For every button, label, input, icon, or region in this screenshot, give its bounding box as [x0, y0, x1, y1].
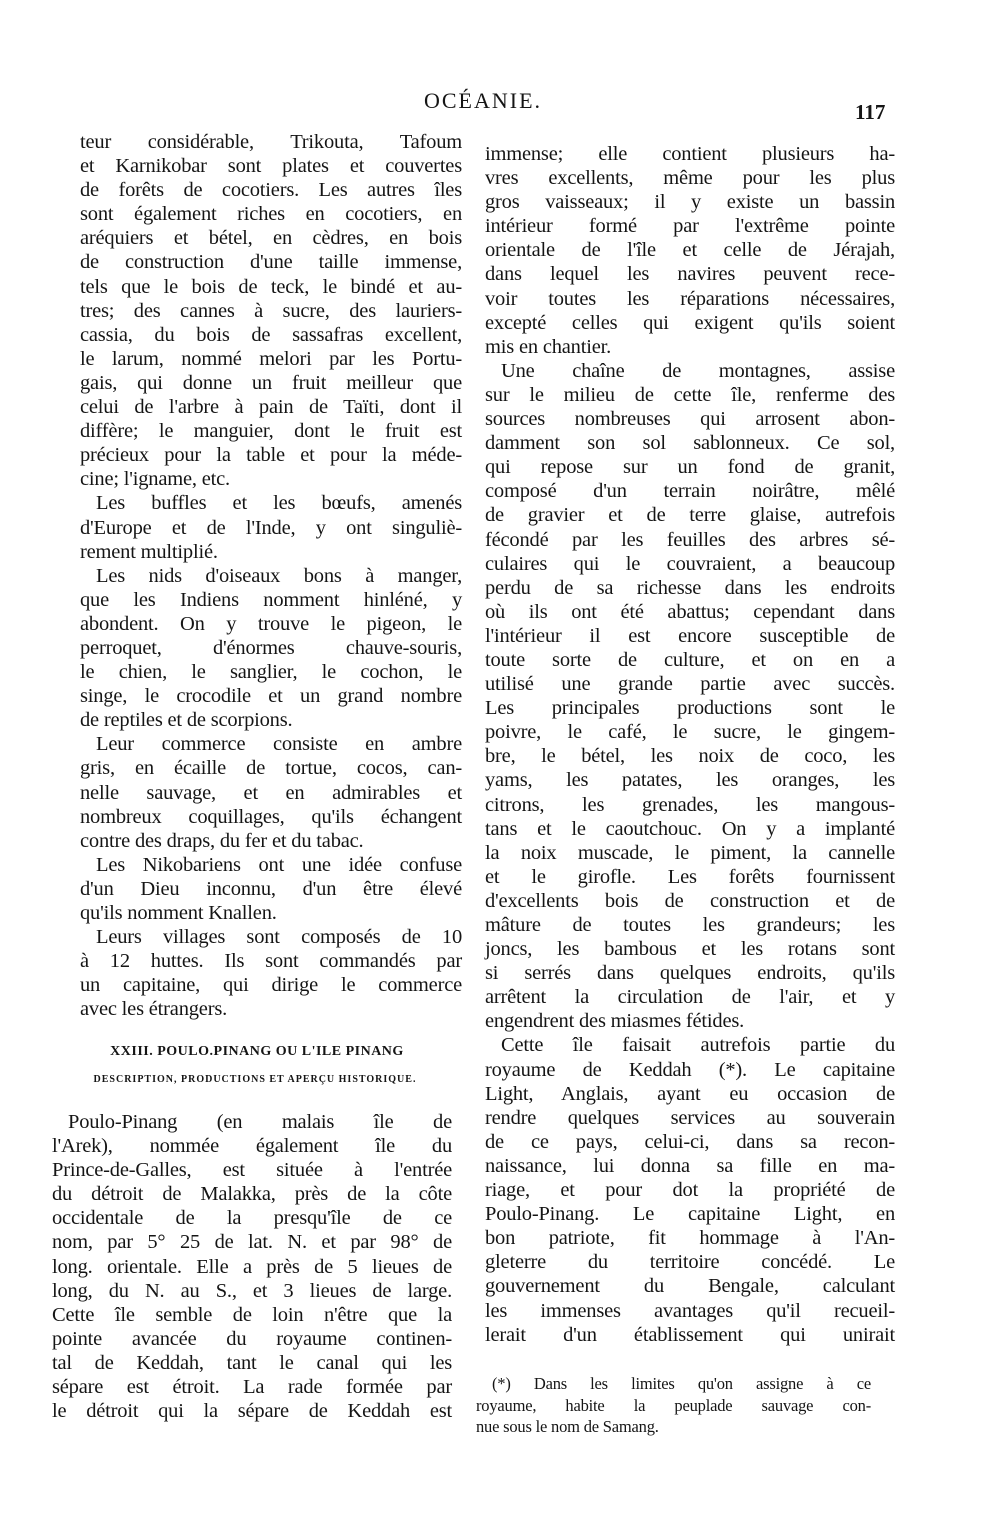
text-line: et le girofle. Les forêts fournissent: [485, 865, 895, 888]
text-line: naissance, lui donna sa fille en ma-: [485, 1154, 895, 1177]
text-line: long, du N. au S., et 3 lieues de large.: [52, 1279, 452, 1302]
text-line: lerait d'un établissement qui unirait: [485, 1323, 895, 1346]
text-line: voir toutes les réparations nécessaires,: [485, 287, 895, 310]
text-line: rendre quelques services au souverain: [485, 1106, 895, 1129]
text-line: si serrés dans quelques endroits, qu'ils: [485, 962, 895, 985]
text-line: contre des draps, du fer et du tabac.: [80, 829, 364, 852]
text-line: fécondé par les feuilles des arbres sé-: [485, 528, 895, 551]
right-column-text: [485, 142, 895, 1347]
text-line: Light, Anglais, ayant eu occasion de: [485, 1082, 895, 1105]
text-line: joncs, les bambous et les rotans sont: [485, 938, 895, 961]
text-line: dans lequel les navires peuvent rece-: [485, 263, 895, 286]
left-column-text-part2: [52, 1110, 452, 1423]
text-line: Les principales productions sont le: [485, 697, 895, 720]
text-line: sont également riches en cocotiers, en: [80, 203, 462, 226]
text-line: et Karnikobar sont plates et couvertes: [80, 155, 462, 178]
text-line: abondent. On y trouve le pigeon, le: [80, 612, 462, 635]
text-line: à 12 huttes. Ils sont commandés par: [80, 950, 462, 973]
text-line: Cette île semble de loin n'être que la: [52, 1303, 452, 1326]
text-line: singe, le crocodile et un grand nombre: [80, 685, 462, 708]
section-subtitle: DESCRIPTION, PRODUCTIONS ET APERÇU HISTORIQUE.: [93, 1074, 417, 1085]
text-line: celui de l'arbre à pain de Taïti, dont il: [80, 396, 462, 419]
text-line: l'Arek), nommée également île du: [52, 1135, 452, 1158]
section-title: XXIII. POULO.PINANG OU L'ILE PINANG: [110, 1044, 404, 1059]
text-line: les immenses avantages qu'il recueil-: [485, 1299, 895, 1322]
text-line: intérieur formé par l'extrême pointe: [485, 215, 895, 238]
text-line: Une chaîne de montagnes, assise: [501, 359, 895, 382]
text-line: cassia, du bois de sassafras excellent,: [80, 323, 462, 346]
text-line: de forêts de cocotiers. Les autres îles: [80, 179, 462, 202]
text-line: de reptiles et de scorpions.: [80, 709, 293, 732]
text-line: vres excellents, même pour les plus: [485, 167, 895, 190]
text-line: Poulo-Pinang. Le capitaine Light, en: [485, 1203, 895, 1226]
text-line: gris, en écaille de tortue, cocos, can-: [80, 757, 462, 780]
text-line: poivre, le café, le sucre, le gingem-: [485, 721, 895, 744]
left-column-text-part1: [80, 130, 462, 1021]
text-line: tres; des cannes à sucre, des lauriers-: [80, 299, 462, 322]
text-line: rement multiplié.: [80, 540, 218, 563]
text-line: arrêtent la circulation de l'air, et y: [485, 986, 895, 1009]
text-line: Leur commerce consiste en ambre: [96, 733, 462, 756]
text-line: la noix muscade, le piment, la cannelle: [485, 841, 895, 864]
text-line: pointe avancée du royaume continen-: [52, 1327, 452, 1350]
text-line: orientale de l'île et celle de Jérajah,: [485, 239, 895, 262]
text-line: nom, par 5° 25 de lat. N. et par 98° de: [52, 1231, 452, 1254]
text-line: gais, qui donne un fruit meilleur que: [80, 371, 462, 394]
text-line: Les buffles et les bœufs, amenés: [96, 492, 462, 515]
text-line: nombreux coquillages, qu'ils échangent: [80, 805, 462, 828]
text-line: Poulo-Pinang (en malais île de: [68, 1111, 452, 1133]
text-line: du détroit de Malakka, près de la côte: [52, 1183, 452, 1206]
text-line: avec les étrangers.: [80, 998, 228, 1021]
text-line: Leurs villages sont composés de 10: [96, 926, 462, 949]
text-line: long. orientale. Elle a près de 5 lieues de: [52, 1255, 452, 1278]
text-line: teur considérable, Trikouta, Tafoum: [80, 131, 462, 153]
text-line: qu'ils nomment Knallen.: [80, 902, 277, 924]
text-line: que les Indiens nomment hinléné, y: [80, 588, 462, 611]
text-line: toute sorte de culture, et on en a: [485, 648, 895, 671]
text-line: mâture de toutes les grandeurs; les: [485, 914, 895, 936]
text-line: gros vaisseaux; il y existe un bassin: [485, 191, 895, 214]
text-line: gouvernement du Bengale, calculant: [485, 1275, 895, 1298]
text-line: excepté celles qui exigent qu'ils soient: [485, 311, 895, 334]
text-line: tels que le bois de teck, le bindé et au-: [80, 275, 462, 298]
text-line: utilisé une grande partie avec succès.: [485, 673, 895, 696]
text-line: perroquet, d'énormes chauve-souris,: [80, 636, 462, 659]
text-line: Les nids d'oiseaux bons à manger,: [96, 564, 462, 587]
text-line: occidentale de la presqu'île de ce: [52, 1207, 452, 1230]
text-line: l'intérieur il est encore susceptible de: [485, 624, 895, 647]
text-line: sources nombreuses qui arrosent abon-: [485, 408, 895, 431]
text-line: de gravier et de terre glaise, autrefois: [485, 504, 895, 527]
text-line: tal de Keddah, tant le canal qui les: [52, 1351, 452, 1374]
text-line: Les Nikobariens ont une idée confuse: [96, 853, 462, 876]
text-line: le chien, le sanglier, le cochon, le: [80, 661, 462, 684]
text-line: où ils ont été abattus; cependant dans: [485, 600, 895, 623]
page-number: 117: [855, 100, 886, 124]
text-line: yams, les patates, les oranges, les: [485, 769, 895, 792]
text-line: perdu de sa richesse dans les endroits: [485, 576, 895, 599]
text-line: immense; elle contient plusieurs ha-: [485, 143, 895, 165]
text-line: royaume de Keddah (*). Le capitaine: [485, 1058, 895, 1081]
text-line: diffère; le manguier, dont le fruit est: [80, 420, 462, 443]
text-line: nue sous le nom de Samang.: [476, 1417, 659, 1436]
text-line: de construction d'une taille immense,: [80, 251, 462, 274]
text-line: tans et le caoutchouc. On y a implanté: [485, 817, 895, 840]
text-line: citrons, les grenades, les mangous-: [485, 793, 895, 816]
text-line: le détroit qui la sépare de Keddah est: [52, 1400, 452, 1423]
text-line: bon patriote, fit hommage à l'An-: [485, 1227, 895, 1250]
text-line: un capitaine, qui dirige le commerce: [80, 974, 462, 997]
footnote: [476, 1373, 871, 1438]
text-line: qui repose sur un fond de granit,: [485, 456, 895, 479]
running-title: OCÉANIE.: [424, 88, 543, 113]
text-line: cine; l'igname, etc.: [80, 468, 230, 491]
text-line: riage, et pour dot la propriété de: [485, 1179, 895, 1202]
text-line: précieux pour la table et pour la méde-: [80, 444, 462, 467]
text-line: Prince-de-Galles, est située à l'entrée: [52, 1159, 452, 1182]
text-line: d'excellents bois de construction et de: [485, 889, 895, 912]
text-line: sur le milieu de cette île, renferme des: [485, 383, 895, 406]
text-line: culaires qui le couvraient, a beaucoup: [485, 552, 895, 575]
text-line: le larum, nommé melori par les Portu-: [80, 347, 462, 370]
text-line: engendrent des miasmes fétides.: [485, 1010, 745, 1033]
text-line: nelle sauvage, et en admirables et: [80, 781, 462, 804]
text-line: sépare est étroit. La rade formée par: [52, 1376, 452, 1399]
text-line: mis en chantier.: [485, 335, 612, 358]
text-line: gleterre du territoire concédé. Le: [485, 1251, 895, 1274]
text-line: d'Europe et de l'Inde, y ont singuliè-: [80, 516, 462, 539]
text-line: Cette île faisait autrefois partie du: [501, 1034, 895, 1057]
text-line: aréquiers et bétel, en cèdres, en bois: [80, 227, 462, 250]
text-line: (*) Dans les limites qu'on assigne à ce: [492, 1374, 871, 1393]
text-line: de ce pays, celui-ci, dans sa recon-: [485, 1130, 895, 1153]
text-line: bre, le bétel, les noix de coco, les: [485, 745, 895, 768]
text-line: d'un Dieu inconnu, d'un être élevé: [80, 877, 462, 900]
text-line: damment son sol sablonneux. Ce sol,: [485, 432, 895, 455]
text-line: royaume, habite la peuplade sauvage con-: [476, 1395, 871, 1415]
text-line: composé d'un terrain noirâtre, mêlé: [485, 480, 895, 503]
